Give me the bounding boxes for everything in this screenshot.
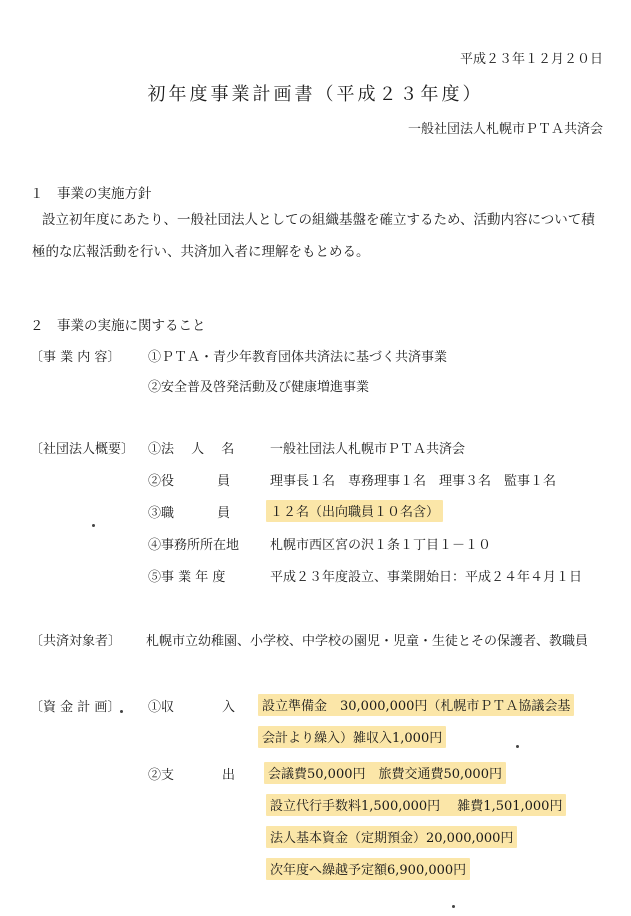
income-label-start: ①収 [148, 700, 175, 715]
corporation-label-officers: ②役 員 [148, 474, 231, 489]
corporation-value-name: 一般社団法人札幌市ＰＴＡ共済会 [270, 442, 466, 457]
corporation-value-staff: １２名（出向職員１０名含） [266, 500, 443, 522]
corporation-value-officers: 理事長１名 専務理事１名 理事３名 監事１名 [270, 474, 557, 489]
corporation-value-office: 札幌市西区宮の沢１条１丁目１－１０ [270, 538, 492, 553]
corporation-label-fiscal-year: ⑤事 業 年 度 [148, 570, 226, 585]
section1-heading: １ 事業の実施方針 [30, 186, 152, 202]
income-line-2: 会計より繰入）雑収入1,000円 [258, 726, 446, 748]
corporation-label-office: ④事務所所在地 [148, 538, 240, 553]
expense-label-start: ②支 [148, 768, 175, 783]
business-tag: 〔事 業 内 容〕 [30, 350, 121, 365]
expense-line-4: 次年度へ繰越予定額6,900,000円 [266, 858, 470, 880]
document-title: 初年度事業計画書（平成２３年度） [147, 84, 484, 105]
scan-speck [92, 524, 95, 527]
target-value: 札幌市立幼稚園、小学校、中学校の園児・児童・生徒とその保護者、教職員 [146, 634, 589, 649]
income-label-end: 入 [222, 700, 236, 715]
expense-line-1: 会議費50,000円 旅費交通費50,000円 [264, 762, 506, 784]
scan-speck [516, 745, 519, 748]
section1-paragraph-line1: 設立初年度にあたり、一般社団法人としての組織基盤を確立するため、活動内容について積 [42, 212, 595, 228]
target-tag: 〔共済対象者〕 [30, 634, 122, 649]
corporation-label-name: ①法 人 名 [148, 442, 235, 457]
scan-speck [452, 905, 455, 908]
expense-line-3: 法人基本資金（定期預金）20,000,000円 [266, 826, 517, 848]
corporation-tag: 〔社団法人概要〕 [30, 442, 135, 457]
expense-label-end: 出 [222, 768, 236, 783]
corporation-label-staff: ③職 員 [148, 506, 231, 521]
expense-line-2: 設立代行手数料1,500,000円 雑費1,501,000円 [266, 794, 566, 816]
corporation-value-fiscal-year: 平成２３年度設立、事業開始日：平成２４年４月１日 [270, 570, 583, 585]
scan-speck [120, 710, 123, 713]
income-line-1: 設立準備金 30,000,000円（札幌市ＰＴＡ協議会基 [258, 694, 574, 716]
organization-name: 一般社団法人札幌市ＰＴＡ共済会 [407, 122, 603, 137]
section1-paragraph-line2: 極的な広報活動を行い、共済加入者に理解をもとめる。 [32, 244, 370, 260]
funding-tag: 〔資 金 計 画〕 [30, 700, 121, 715]
business-item-1: ①ＰＴＡ・青少年教育団体共済法に基づく共済事業 [148, 350, 448, 365]
business-item-2: ②安全普及啓発活動及び健康増進事業 [148, 380, 370, 395]
section2-heading: ２ 事業の実施に関すること [30, 318, 206, 334]
document-date: 平成２３年１２月２０日 [459, 52, 603, 67]
